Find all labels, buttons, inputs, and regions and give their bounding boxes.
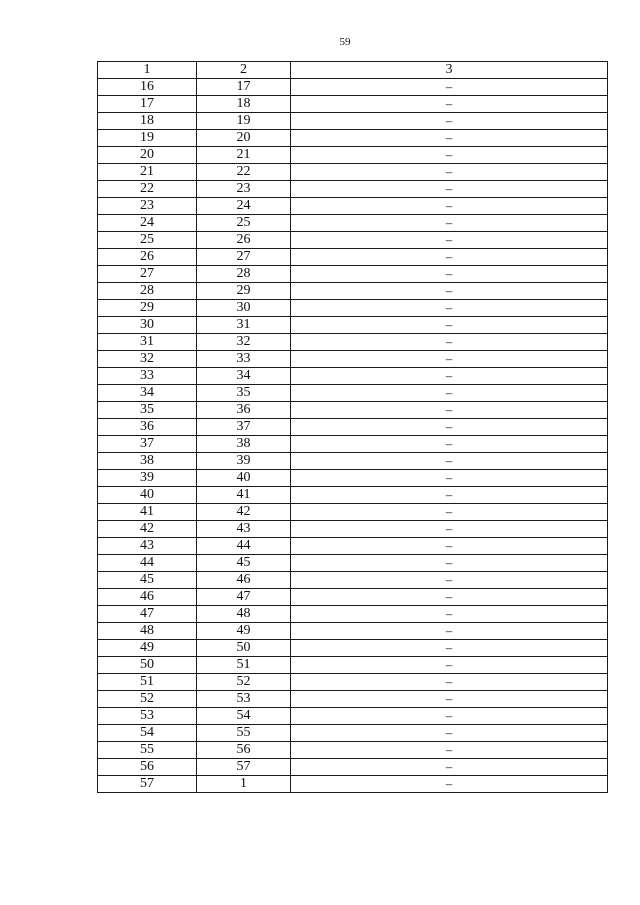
table-row (98, 674, 608, 691)
table-cell-col-3: – (291, 113, 608, 130)
table-cell-col-2: 25 (197, 215, 291, 232)
table-cell-col-1: 43 (98, 538, 197, 555)
table-cell-col-1: 27 (98, 266, 197, 283)
table-cell-col-1: 20 (98, 147, 197, 164)
table-cell-col-1: 17 (98, 96, 197, 113)
table-row (98, 300, 608, 317)
table-cell-col-3: – (291, 487, 608, 504)
table-cell-col-3: – (291, 691, 608, 708)
table-row (98, 402, 608, 419)
table-cell-col-1: 52 (98, 691, 197, 708)
table-row (98, 538, 608, 555)
table-cell-col-3: – (291, 742, 608, 759)
table-cell-col-3: – (291, 334, 608, 351)
table-cell-col-1: 57 (98, 776, 197, 793)
table-cell-col-2: 55 (197, 725, 291, 742)
table-cell-col-1: 21 (98, 164, 197, 181)
table-row (98, 249, 608, 266)
table-cell-col-2: 53 (197, 691, 291, 708)
table-cell-col-2: 54 (197, 708, 291, 725)
table-cell-col-1: 48 (98, 623, 197, 640)
table-row (98, 504, 608, 521)
table-cell-col-3: – (291, 674, 608, 691)
table-cell-col-2: 40 (197, 470, 291, 487)
table-cell-col-1: 19 (98, 130, 197, 147)
table-row (98, 487, 608, 504)
table-cell-col-1: 41 (98, 504, 197, 521)
table-row (98, 742, 608, 759)
table-cell-col-1: 16 (98, 79, 197, 96)
table-cell-col-3: – (291, 470, 608, 487)
table-cell-col-2: 47 (197, 589, 291, 606)
table-row (98, 572, 608, 589)
table-cell-col-3: – (291, 198, 608, 215)
table-cell-col-2: 43 (197, 521, 291, 538)
table-cell-col-3: – (291, 79, 608, 96)
table-cell-col-1: 26 (98, 249, 197, 266)
table-row (98, 436, 608, 453)
table-row (98, 232, 608, 249)
table-cell-col-1: 50 (98, 657, 197, 674)
table-cell-col-2: 20 (197, 130, 291, 147)
table-cell-col-1: 32 (98, 351, 197, 368)
table-row (98, 368, 608, 385)
table-row (98, 147, 608, 164)
table-cell-col-3: – (291, 300, 608, 317)
table-row (98, 725, 608, 742)
table-cell-col-3: – (291, 504, 608, 521)
table-cell-col-3: – (291, 402, 608, 419)
table-row (98, 759, 608, 776)
table-cell-col-1: 53 (98, 708, 197, 725)
table-row (98, 181, 608, 198)
table-cell-col-3: – (291, 385, 608, 402)
table-row (98, 385, 608, 402)
table-cell-col-3: – (291, 164, 608, 181)
table-row (98, 198, 608, 215)
table-cell-col-1: 38 (98, 453, 197, 470)
table-cell-col-2: 41 (197, 487, 291, 504)
table-cell-col-2: 23 (197, 181, 291, 198)
table-cell-col-3: – (291, 351, 608, 368)
table-cell-col-3: – (291, 215, 608, 232)
table-cell-col-2: 52 (197, 674, 291, 691)
table-cell-col-1: 29 (98, 300, 197, 317)
table-cell-col-2: 27 (197, 249, 291, 266)
table-cell-col-1: 37 (98, 436, 197, 453)
table-cell-col-2: 45 (197, 555, 291, 572)
table-row (98, 453, 608, 470)
table-cell-col-2: 57 (197, 759, 291, 776)
table-row (98, 470, 608, 487)
table-cell-col-2: 44 (197, 538, 291, 555)
table-cell-col-1: 54 (98, 725, 197, 742)
data-table (97, 61, 608, 793)
table-cell-col-2: 31 (197, 317, 291, 334)
table-header-row (98, 62, 608, 79)
page-number: 59 (339, 36, 351, 48)
table-cell-col-2: 34 (197, 368, 291, 385)
table-cell-col-2: 37 (197, 419, 291, 436)
table-row (98, 96, 608, 113)
table-cell-col-3: – (291, 96, 608, 113)
table-row (98, 130, 608, 147)
table-cell-col-2: 18 (197, 96, 291, 113)
table-cell-col-1: 30 (98, 317, 197, 334)
table-cell-col-3: – (291, 453, 608, 470)
table-row (98, 419, 608, 436)
table-cell-col-3: – (291, 555, 608, 572)
table-cell-col-1: 33 (98, 368, 197, 385)
table-cell-col-1: 36 (98, 419, 197, 436)
table-cell-col-2: 46 (197, 572, 291, 589)
table-cell-col-3: – (291, 776, 608, 793)
table-body (98, 62, 608, 793)
table-row (98, 317, 608, 334)
table-cell-col-2: 42 (197, 504, 291, 521)
table-cell-col-3: – (291, 419, 608, 436)
table-row (98, 708, 608, 725)
table-cell-col-1: 28 (98, 283, 197, 300)
header-cell-col-2: 2 (197, 62, 291, 79)
table-cell-col-1: 49 (98, 640, 197, 657)
table-cell-col-1: 23 (98, 198, 197, 215)
table-cell-col-2: 19 (197, 113, 291, 130)
table-row (98, 351, 608, 368)
table-cell-col-2: 49 (197, 623, 291, 640)
table-cell-col-3: – (291, 368, 608, 385)
header-cell-col-3: 3 (291, 62, 608, 79)
table-cell-col-2: 48 (197, 606, 291, 623)
table-cell-col-3: – (291, 759, 608, 776)
table-cell-col-1: 45 (98, 572, 197, 589)
table-cell-col-2: 33 (197, 351, 291, 368)
table-cell-col-2: 38 (197, 436, 291, 453)
table-cell-col-1: 40 (98, 487, 197, 504)
table-cell-col-3: – (291, 572, 608, 589)
table-cell-col-3: – (291, 436, 608, 453)
table-cell-col-1: 31 (98, 334, 197, 351)
table-cell-col-3: – (291, 249, 608, 266)
table-cell-col-2: 28 (197, 266, 291, 283)
table-row (98, 776, 608, 793)
table-cell-col-1: 22 (98, 181, 197, 198)
table-row (98, 334, 608, 351)
table-cell-col-3: – (291, 708, 608, 725)
table-row (98, 521, 608, 538)
table-cell-col-3: – (291, 521, 608, 538)
table-cell-col-1: 35 (98, 402, 197, 419)
table-cell-col-2: 36 (197, 402, 291, 419)
table-cell-col-2: 35 (197, 385, 291, 402)
table-cell-col-1: 25 (98, 232, 197, 249)
table-cell-col-1: 56 (98, 759, 197, 776)
table-cell-col-3: – (291, 640, 608, 657)
table-cell-col-3: – (291, 589, 608, 606)
table-cell-col-2: 26 (197, 232, 291, 249)
table-cell-col-2: 1 (197, 776, 291, 793)
table-row (98, 640, 608, 657)
table-cell-col-2: 21 (197, 147, 291, 164)
table-cell-col-3: – (291, 657, 608, 674)
table-row (98, 283, 608, 300)
table-cell-col-3: – (291, 232, 608, 249)
table-cell-col-1: 55 (98, 742, 197, 759)
table-row (98, 589, 608, 606)
table-cell-col-2: 30 (197, 300, 291, 317)
table-row (98, 606, 608, 623)
table-row (98, 266, 608, 283)
table-cell-col-3: – (291, 147, 608, 164)
header-cell-col-1: 1 (98, 62, 197, 79)
table-cell-col-3: – (291, 725, 608, 742)
table-cell-col-3: – (291, 623, 608, 640)
table-cell-col-1: 51 (98, 674, 197, 691)
table-cell-col-3: – (291, 266, 608, 283)
table-cell-col-3: – (291, 181, 608, 198)
table-cell-col-1: 34 (98, 385, 197, 402)
table-cell-col-1: 24 (98, 215, 197, 232)
table-row (98, 79, 608, 96)
table-row (98, 113, 608, 130)
table-cell-col-1: 44 (98, 555, 197, 572)
table-cell-col-2: 56 (197, 742, 291, 759)
table-cell-col-1: 39 (98, 470, 197, 487)
table-cell-col-3: – (291, 538, 608, 555)
table-cell-col-1: 18 (98, 113, 197, 130)
table-cell-col-3: – (291, 606, 608, 623)
table-cell-col-3: – (291, 317, 608, 334)
table-cell-col-3: – (291, 130, 608, 147)
table-cell-col-1: 46 (98, 589, 197, 606)
table-cell-col-2: 39 (197, 453, 291, 470)
table-row (98, 623, 608, 640)
table-cell-col-2: 22 (197, 164, 291, 181)
table-cell-col-2: 32 (197, 334, 291, 351)
table-cell-col-3: – (291, 283, 608, 300)
table-cell-col-1: 47 (98, 606, 197, 623)
table-row (98, 164, 608, 181)
table-cell-col-1: 42 (98, 521, 197, 538)
table-cell-col-2: 51 (197, 657, 291, 674)
table-row (98, 691, 608, 708)
table-row (98, 555, 608, 572)
table-row (98, 657, 608, 674)
table-row (98, 215, 608, 232)
table-cell-col-2: 17 (197, 79, 291, 96)
table-cell-col-2: 29 (197, 283, 291, 300)
table-cell-col-2: 24 (197, 198, 291, 215)
table-cell-col-2: 50 (197, 640, 291, 657)
